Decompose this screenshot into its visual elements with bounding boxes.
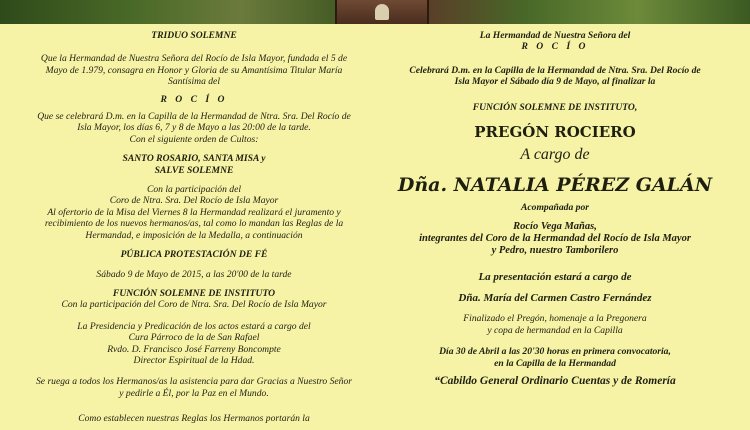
- final-line-2: y copa de hermandad en la Capilla: [487, 324, 623, 336]
- celebration-line-3: Con el siguiente orden de Cultos:: [129, 133, 259, 145]
- participation-line-1: Con la participación del: [146, 184, 242, 196]
- right-head-line-1: La Hermandad de Nuestra Señora del: [479, 30, 631, 41]
- celebration-line-1: Que se celebrará D.m. en la Capilla de la Hermandad de Ntra. Sra. Del Rocío de: [37, 111, 351, 123]
- right-celebration-line-1: Celebrará D.m. en la Capilla de la Hermandad de Ntra. Sra. Del Rocío de: [409, 64, 701, 76]
- celebration-line-2: Isla Mayor, los días 6, 7 y 8 de Mayo a las 20:00 de la tarde.: [77, 122, 311, 134]
- participation-line-5: Hermandad, e imposición de la Medalla, a continuación: [85, 229, 303, 241]
- right-column: [380, 30, 730, 388]
- rocio-heading: R O C Í O: [160, 93, 228, 105]
- procession-float-image: [335, 0, 429, 24]
- accompanist-line-2: integrantes del Coro de la Hermandad del Rocío de Isla Mayor: [419, 233, 691, 245]
- participation-line-4: recibimiento de los nuevos hermanos/as, tal como lo mandan las Reglas de la: [44, 218, 344, 230]
- triduo-title: TRIDUO SOLEMNE: [151, 30, 237, 41]
- participation-line-3: Al ofertorio de la Misa del Viernes 8 la Hermandad realizará el juramento y: [47, 206, 341, 218]
- accompanied-by: Acompañada por: [521, 202, 589, 214]
- intro-line-3: Santísima del: [168, 76, 220, 88]
- funcion-heading: FUNCIÓN SOLEMNE DE INSTITUTO: [112, 287, 276, 299]
- presidency-line-2: Cura Párroco de la de San Rafael: [128, 332, 260, 344]
- final-line-1: Finalizado el Pregón, homenaje a la Pregonera: [463, 313, 647, 325]
- request-line-2: y pedirle a Él, por la Paz en el Mundo.: [119, 387, 269, 399]
- right-rocio-heading: R O C Í O: [521, 41, 589, 53]
- cabildo-date-line-1: Día 30 de Abril a las 20'30 horas en primera convocatoria,: [439, 346, 671, 358]
- request-line-1: Se ruega a todos los Hermanos/as la asistencia para dar Gracias a Nuestro Señor: [36, 376, 352, 388]
- funcion-participation: Con la participación del Coro de Ntra. Sra. Del Rocío de Isla Mayor: [61, 299, 327, 311]
- presidency-line-1: La Presidencia y Predicación de los actos estará a cargo del: [77, 320, 311, 332]
- pregonera-name: Dña. NATALIA PÉREZ GALÁN: [397, 174, 713, 197]
- protesta-heading: PÚBLICA PROTESTACIÓN DE FÉ: [120, 249, 268, 261]
- accompanist-line-1: Rocío Vega Mañas,: [513, 221, 597, 233]
- intro-line-2: Mayo de 1.979, consagra en Honor y Gloria de su Amantísima Titular María: [45, 64, 343, 76]
- presenter-name: Dña. María del Carmen Castro Fernández: [458, 292, 652, 305]
- cultos-line-1: SANTO ROSARIO, SANTA MISA y: [122, 153, 266, 165]
- right-celebration-line-2: Isla Mayor el Sábado día 9 de Mayo, al finalizar la: [454, 76, 656, 88]
- right-funcion-heading: FUNCIÓN SOLEMNE DE INSTITUTO,: [472, 101, 638, 113]
- intro-line-1: Que la Hermandad de Nuestra Señora del Rocío de Isla Mayor, fundada el 5 de: [40, 53, 348, 65]
- accompanist-line-3: y Pedro, nuestro Tamborilero: [491, 245, 619, 257]
- presidency-line-3: Rvdo. D. Francisco José Farreny Boncompte: [107, 343, 281, 355]
- participation-line-2: Coro de Ntra. Sra. Del Rocío de Isla Mayor: [109, 195, 279, 207]
- cabildo-title: “Cabildo General Ordinario Cuentas y de Romería: [434, 375, 676, 388]
- presentation-heading: La presentación estará a cargo de: [478, 271, 632, 284]
- protesta-date: Sábado 9 de Mayo de 2015, a las 20'00 de la tarde: [96, 268, 292, 280]
- cabildo-date-line-2: en la Capilla de la Hermandad: [494, 357, 616, 369]
- cultos-line-2: SALVE SOLEMNE: [154, 164, 234, 176]
- header-photo-strip: [0, 0, 750, 24]
- left-column: [24, 30, 364, 425]
- presidency-line-4: Director Espiritual de la Hdad.: [133, 354, 255, 366]
- rules-line: Como establecen nuestras Reglas los Hermanos portarán la: [78, 413, 310, 425]
- a-cargo-de: A cargo de: [520, 146, 590, 164]
- pregon-title: PREGÓN ROCIERO: [474, 123, 636, 142]
